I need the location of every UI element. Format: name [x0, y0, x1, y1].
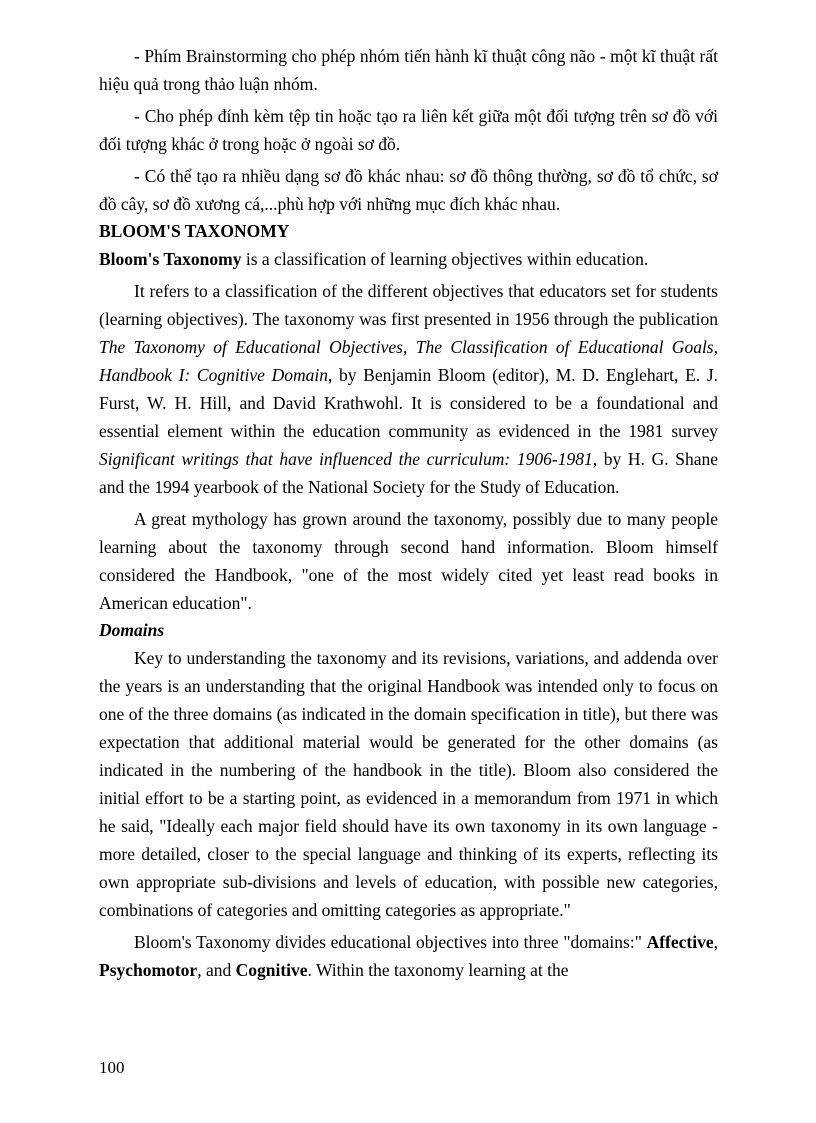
cognitive-term: Cognitive [235, 960, 308, 980]
vn-bullet-attachments: - Cho phép đính kèm tệp tin hoặc tạo ra liên kết giữa một đối tượng trên sơ đồ với đối tượng khác ở trong hoặc ở ngoài sơ đồ. [99, 106, 718, 154]
divides-text-2: , [713, 932, 718, 952]
history-paragraph [99, 277, 718, 501]
history-text-2: , by Benjamin Bloom (editor), M. D. Englehart, E. J. Furst, W. H. Hill, and David Krathwohl. It is considered to be a foundational and essential element within the education community as evidenced in the 1981 survey [99, 365, 719, 441]
history-text-3: , by H. G. Shane and the 1994 yearbook of the National Society for the Study of Education. [99, 449, 719, 497]
history-text-1: It refers to a classification of the different objectives that educators set for students (learning objectives). The taxonomy was first presented in 1956 through the publication [99, 281, 718, 329]
mythology-paragraph: A great mythology has grown around the taxonomy, possibly due to many people learning about the taxonomy through second hand information. Bloom himself considered the Handbook, "one of the most widely cited yet least read books in American education". [99, 509, 718, 613]
domains-subheading: Domains [99, 620, 165, 640]
psychomotor-term: Psychomotor [99, 960, 198, 980]
page-number: 100 [99, 1058, 125, 1077]
section-heading: BLOOM'S TAXONOMY [99, 221, 290, 241]
divides-paragraph [99, 928, 718, 984]
handbook-title: The Taxonomy of Educational Objectives, The Classification of Educational Goals, Handbook I: Cognitive Domain [99, 337, 718, 385]
divides-text-3: , and [197, 960, 236, 980]
vn-bullet-brainstorming: - Phím Brainstorming cho phép nhóm tiến hành kĩ thuật công não - một kĩ thuật rất hiệu quả trong thảo luận nhóm. [99, 46, 718, 94]
definition-text: is a classification of learning objectives within education. [241, 249, 649, 269]
divides-text-4: . Within the taxonomy learning at the [307, 960, 569, 980]
affective-term: Affective [646, 932, 714, 952]
key-paragraph: Key to understanding the taxonomy and its revisions, variations, and addenda over the years is an understanding that the original Handbook was intended only to focus on one of the three domains (as indicated in the domain specification in title), but there was expectation that additional material would be generated for the other domains (as indicated in the numbering of the handbook in the title). Bloom also considered the initial effort to be a starting point, as evidenced in a memorandum from 1971 in which he said, "Ideally each major field should have its own taxonomy in its own language - more detailed, closer to the special language and thinking of its experts, reflecting its own appropriate sub-divisions and levels of education, with possible new categories, combinations of categories and omitting categories as appropriate." [99, 648, 718, 920]
document-page [99, 42, 718, 984]
vn-bullet-diagram-types: - Có thể tạo ra nhiều dạng sơ đồ khác nhau: sơ đồ thông thường, sơ đồ tổ chức, sơ đồ cây, sơ đồ xương cá,...phù hợp với những mục đích khác nhau. [99, 166, 718, 214]
definition-paragraph [99, 245, 718, 273]
survey-title: Significant writings that have influenced the curriculum: 1906-1981 [99, 449, 593, 469]
divides-text-1: Bloom's Taxonomy divides educational objectives into three "domains:" [134, 932, 647, 952]
definition-term: Bloom's Taxonomy [99, 249, 242, 269]
